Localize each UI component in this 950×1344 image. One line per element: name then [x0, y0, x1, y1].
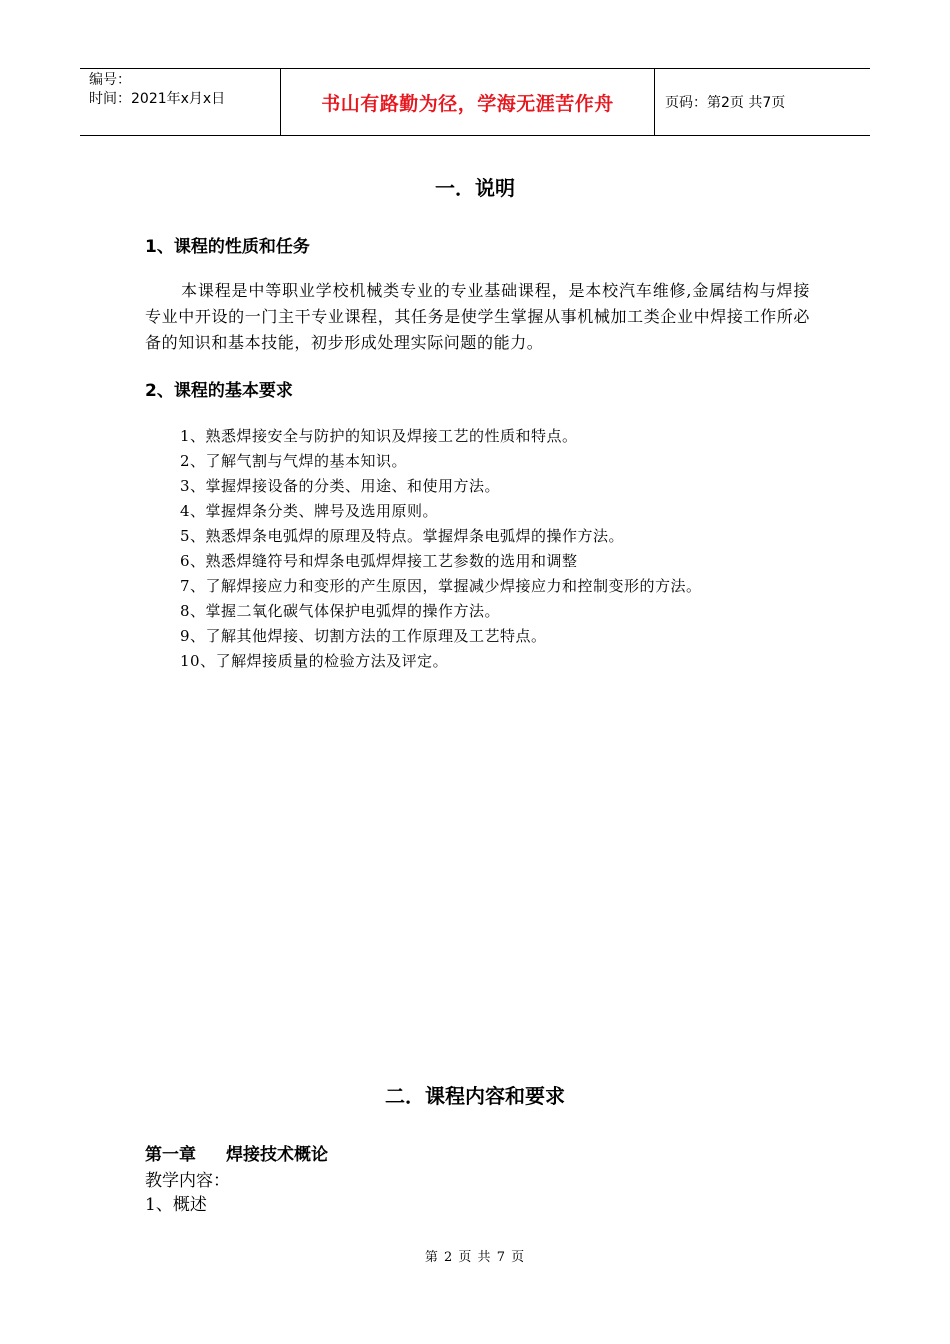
section2-title: 二．课程内容和要求: [385, 1084, 565, 1108]
list-item: 7、了解焊接应力和变形的产生原因，掌握减少焊接应力和控制变形的方法。: [180, 577, 702, 595]
list-item: 4、掌握焊条分类、牌号及选用原则。: [180, 502, 439, 520]
list-item: 2、了解气割与气焊的基本知识。: [180, 452, 408, 470]
list-item: 10、了解焊接质量的检验方法及评定。: [180, 652, 449, 670]
section1-sub1-title: 1、课程的性质和任务: [145, 237, 310, 257]
header-meta: [80, 69, 281, 135]
content-item-1: 1、概述: [145, 1195, 207, 1215]
page-header: [80, 68, 870, 136]
chapter-heading: [145, 1140, 328, 1165]
list-item: 1、熟悉焊接安全与防护的知识及焊接工艺的性质和特点。: [180, 427, 578, 445]
section1-sub2-title: 2、课程的基本要求: [145, 381, 293, 401]
list-item: 9、了解其他焊接、切割方法的工作原理及工艺特点。: [180, 627, 547, 645]
requirements-list: [180, 424, 702, 674]
number-label: 编号：: [89, 72, 131, 88]
list-item: 3、掌握焊接设备的分类、用途、和使用方法。: [180, 477, 501, 495]
header-motto: 书山有路勤为径，学海无涯苦作舟: [281, 69, 655, 135]
list-item: 6、熟悉焊缝符号和焊条电弧焊焊接工艺参数的选用和调整: [180, 552, 578, 570]
chapter-title: 焊接技术概论: [226, 1145, 328, 1165]
page-footer: 第 2 页 共 7 页: [424, 1250, 526, 1265]
list-item: 5、熟悉焊条电弧焊的原理及特点。掌握焊条电弧焊的操作方法。: [180, 527, 625, 545]
date-label: 时间：2021年x月x日: [89, 91, 226, 107]
section1-title: 一．说明: [435, 176, 515, 200]
header-page-info: 页码：第2页 共7页: [665, 95, 786, 111]
chapter-number: 第一章: [145, 1145, 196, 1165]
section1-sub1-paragraph: 本课程是中等职业学校机械类专业的专业基础课程，是本校汽车维修,金属结构与焊接专业中开设的一门主干专业课程，其任务是使学生掌握从事机械加工类企业中焊接工作所必备的知识和基本技能，初步形成处理实际问题的能力。: [145, 281, 810, 352]
list-item: 8、掌握二氧化碳气体保护电弧焊的操作方法。: [180, 602, 501, 620]
teaching-content-label: 教学内容：: [145, 1171, 230, 1191]
